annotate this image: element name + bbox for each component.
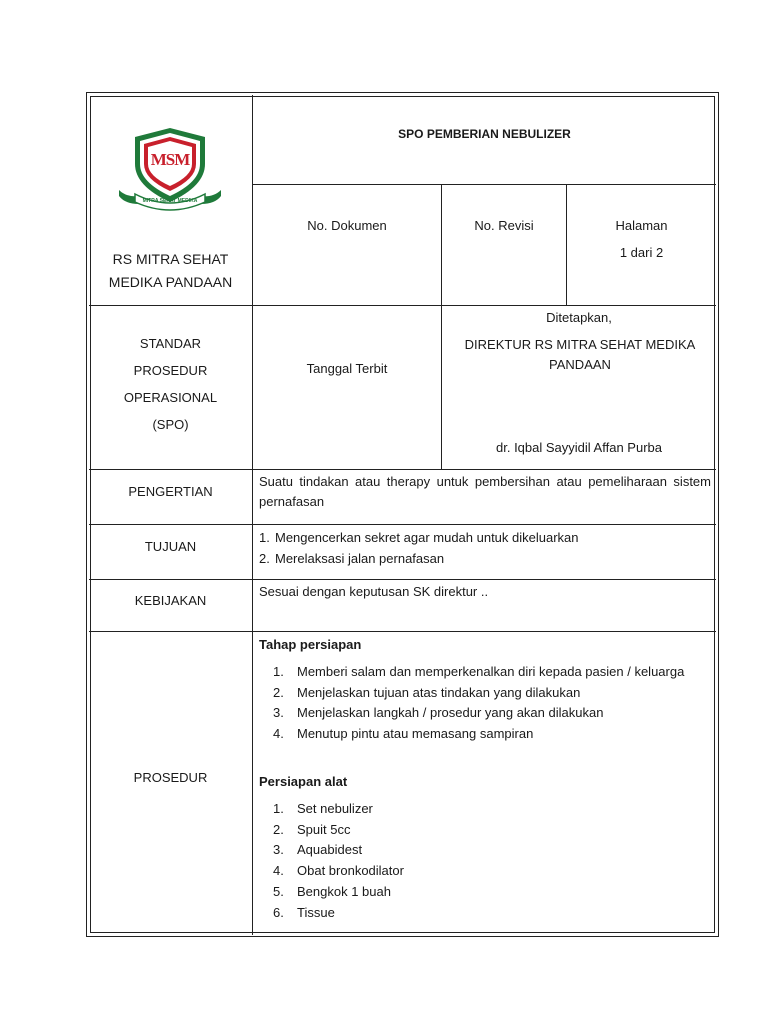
tujuan-list [253,527,711,569]
pengertian-label: PENGERTIAN [128,484,213,499]
spo-line-abbrev: (SPO) [152,417,189,432]
spo-line-operasional: OPERASIONAL [123,390,218,405]
list-item: 2. Spuit 5cc [273,821,351,837]
list-item: 6. Tissue [273,904,335,920]
tahap-persiapan-heading: Tahap persiapan [259,637,362,652]
row-divider-title [252,184,716,185]
list-item: 1. Set nebulizer [273,801,373,816]
halaman-value: 1 dari 2 [619,245,664,260]
hospital-logo [115,124,225,214]
ditetapkan-label: Ditetapkan, [546,310,612,325]
list-item: 3. Aquabidest [273,842,363,858]
list-item: 3. Menjelaskan langkah / prosedur yang akan dilakukan [273,705,604,721]
persiapan-alat-heading: Persiapan alat [259,774,348,789]
tanggal-terbit-label: Tanggal Terbit [306,361,388,376]
row-divider-kebijakan [89,631,716,632]
row-divider-header [89,305,716,306]
row-divider-tujuan [89,579,716,580]
logo-ribbon-text: MITRA SEHAT MEDIKA [142,198,198,204]
kebijakan-text: Sesuai dengan keputusan SK direktur .. [259,584,489,599]
no-dokumen-label: No. Dokumen [307,218,387,233]
no-revisi-label: No. Revisi [474,218,534,233]
list-item: 4. Obat bronkodilator [273,863,404,879]
prosedur-label: PROSEDUR [133,770,208,785]
hospital-name: RS MITRA SEHAT MEDIKA PANDAAN [108,251,233,290]
direktur-name: dr. Iqbal Sayyidil Affan Purba [496,440,662,455]
kebijakan-label: KEBIJAKAN [134,593,207,608]
list-item: 4. Menutup pintu atau memasang sampiran [273,726,534,742]
direktur-title: DIREKTUR RS MITRA SEHAT MEDIKA PANDAAN [464,337,696,372]
list-item: 1. Mengencerkan sekret agar mudah untuk dikeluarkan [259,530,579,545]
list-item: 2. Merelaksasi jalan pernafasan [259,551,445,566]
tahap-persiapan-list [257,662,711,745]
halaman-label: Halaman [615,218,668,233]
row-divider-pengertian [89,524,716,525]
list-item: 5. Bengkok 1 buah [273,883,391,899]
spo-line-standar: STANDAR [139,336,202,351]
spo-line-prosedur: PROSEDUR [133,363,208,378]
list-item: 2. Menjelaskan tujuan atas tindakan yang dilakukan [273,684,581,700]
pengertian-text: Suatu tindakan atau therapy untuk pembersihan atau pemeliharaan sistem pernafasan [259,474,711,509]
persiapan-alat-list [257,799,711,923]
spo-label [89,330,252,438]
logo-letters: MSM [150,150,190,169]
tujuan-label: TUJUAN [144,539,197,554]
list-item: 1. Memberi salam dan memperkenalkan diri kepada pasien / keluarga [273,664,685,679]
row-divider-spo [89,469,716,470]
document-title: SPO PEMBERIAN NEBULIZER [398,127,571,141]
